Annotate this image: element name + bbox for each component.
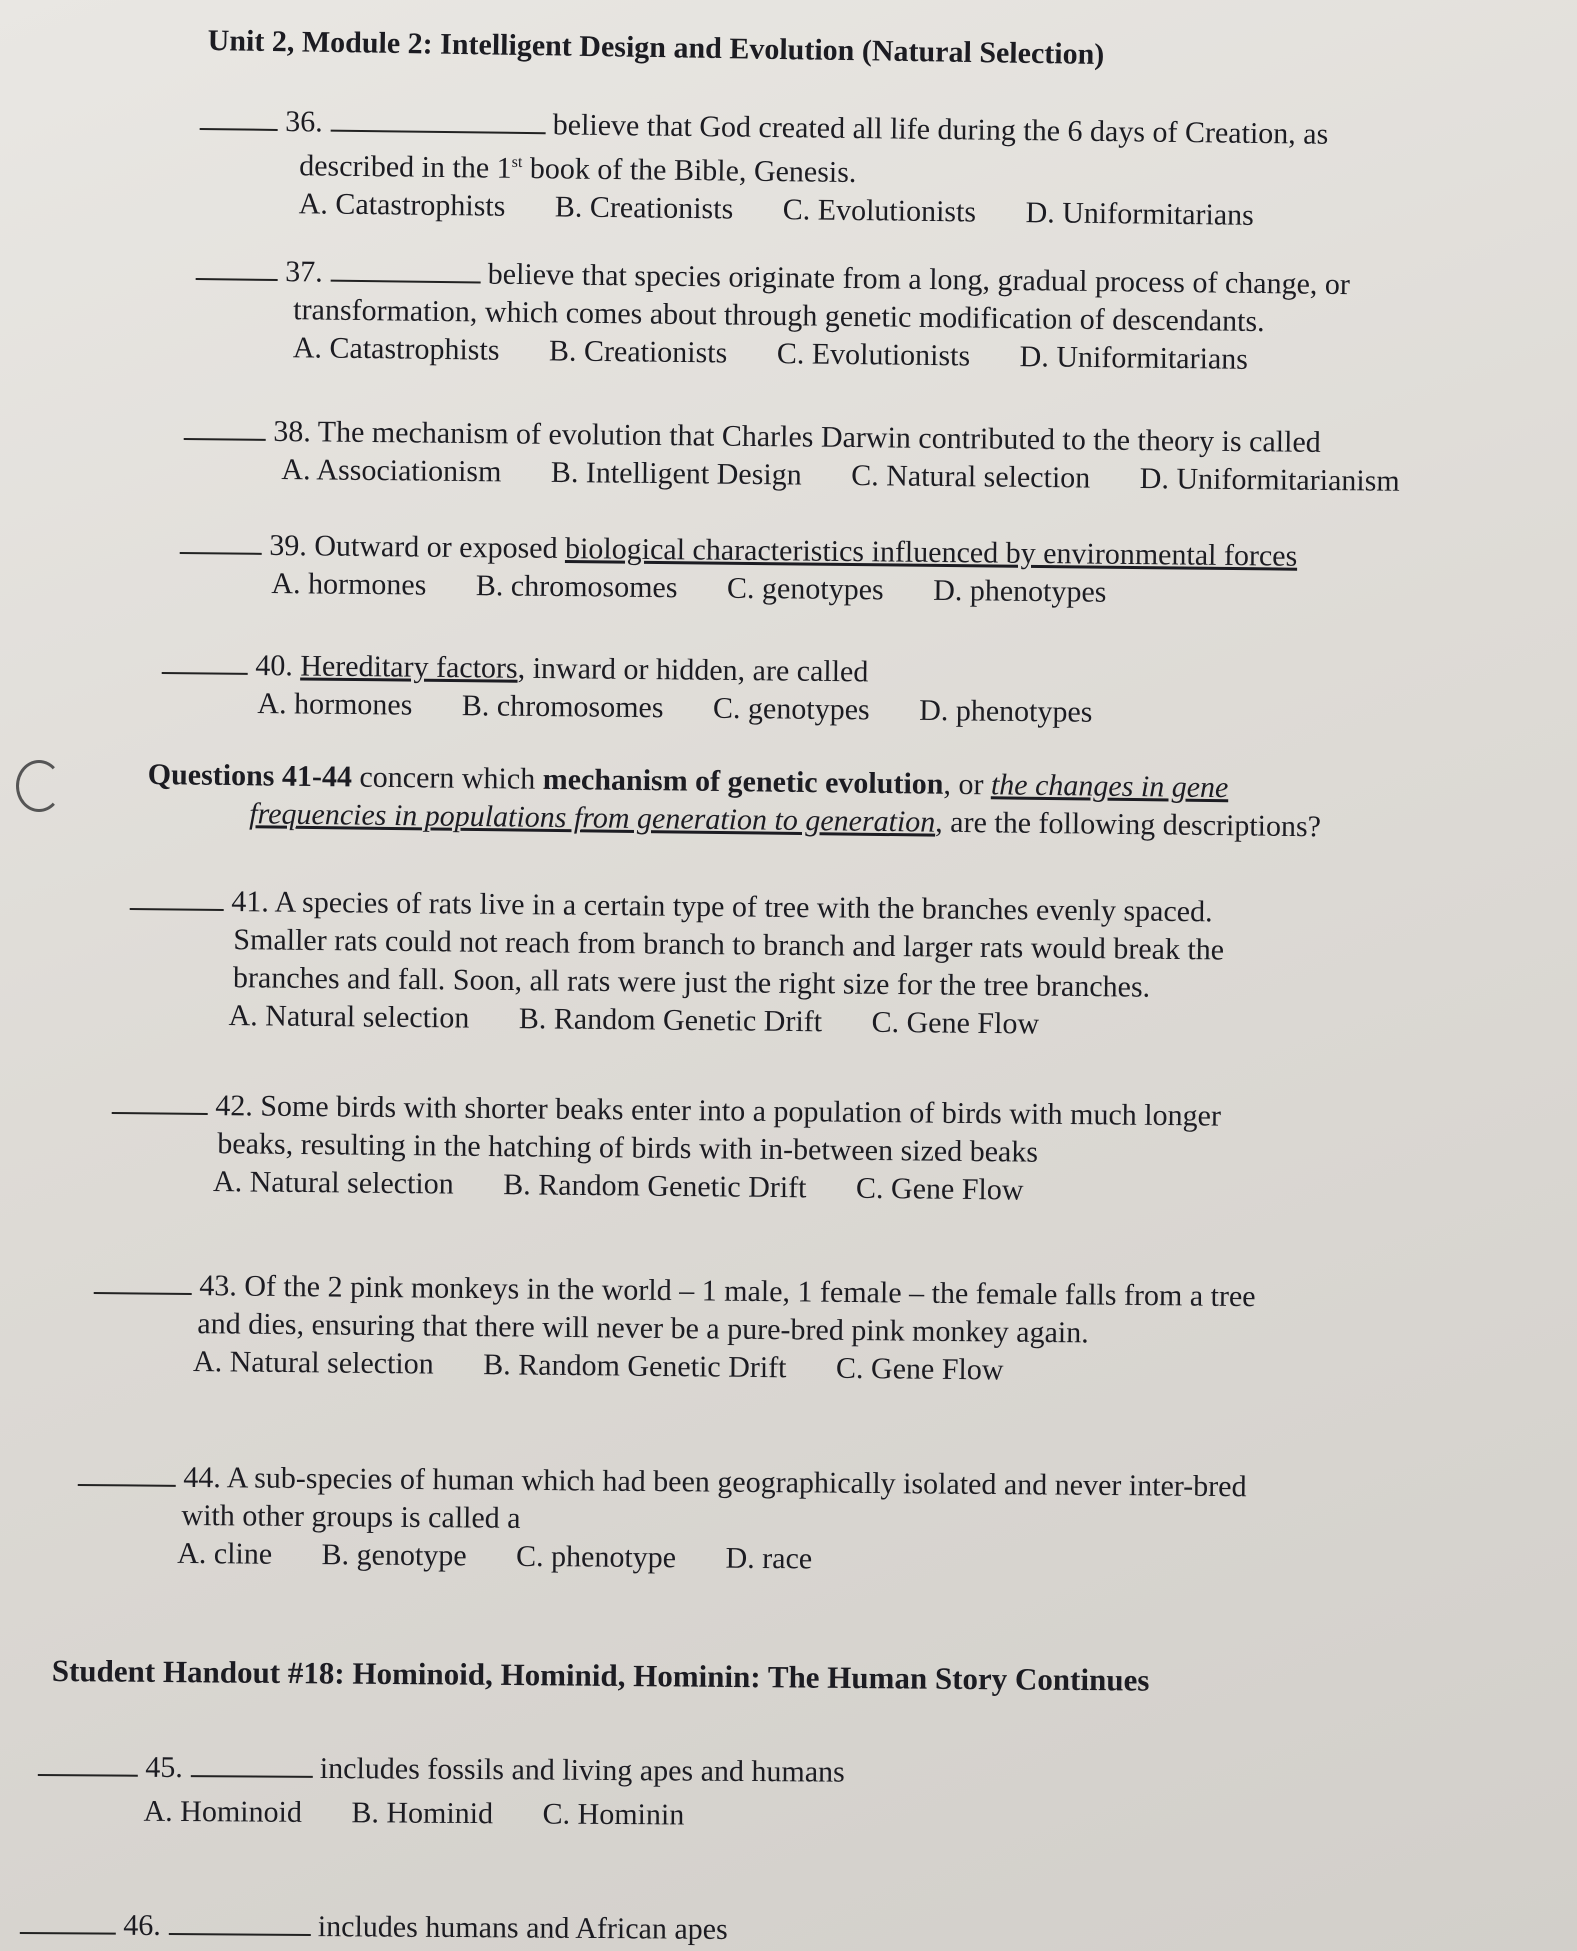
answer-blank-41[interactable] — [130, 907, 224, 911]
intro-text: , are the following descriptions? — [935, 805, 1322, 844]
option-c: C. Hominin — [542, 1797, 685, 1832]
option-c: C. Evolutionists — [782, 193, 977, 229]
question-38 — [183, 412, 1442, 501]
question-text: beaks, resulting in the hatching of birds with in-between sized beaks — [217, 1127, 1039, 1169]
option-c: C. phenotype — [515, 1539, 677, 1575]
fill-blank-46[interactable] — [168, 1932, 310, 1936]
question-text: and dies, ensuring that there will never be a pure-bred pink monkey again. — [197, 1307, 1089, 1350]
question-number: 37. — [285, 255, 323, 289]
question-41 — [128, 882, 1224, 1045]
question-text: with other groups is called a — [181, 1498, 521, 1535]
question-text: believe that God created all life during the 6 days of Creation, as — [552, 108, 1329, 151]
question-text: 44. A sub-species of human which had been geographically isolated and never inter-bred — [183, 1460, 1247, 1504]
option-c: C. Gene Flow — [871, 1005, 1040, 1041]
question-number: 36. — [285, 105, 323, 139]
option-b: B. chromosomes — [461, 689, 664, 725]
section-intro — [147, 756, 1322, 846]
option-a: A. Catastrophists — [292, 331, 500, 367]
fill-blank-45[interactable] — [190, 1774, 312, 1778]
option-c: C. Gene Flow — [855, 1171, 1024, 1207]
option-b: B. Intelligent Design — [550, 455, 802, 492]
answer-blank-44[interactable] — [78, 1483, 176, 1487]
intro-text: , or — [943, 767, 992, 802]
question-text: , inward or hidden, are called — [517, 651, 869, 689]
option-d: D. Uniformitarianism — [1139, 462, 1400, 498]
option-a: A. Hominoid — [143, 1794, 303, 1829]
option-d: D. phenotypes — [918, 693, 1093, 729]
question-37 — [195, 252, 1350, 380]
question-text: 38. The mechanism of evolution that Charles Darwin contributed to the theory is called — [273, 414, 1321, 459]
question-text: branches and fall. Soon, all rats were just the right size for the tree branches. — [232, 961, 1151, 1004]
question-39 — [179, 526, 1297, 614]
option-b: B. Creationists — [548, 334, 728, 370]
option-b: B. chromosomes — [475, 569, 678, 605]
intro-bold: Questions 41-44 — [147, 757, 353, 794]
answer-blank-37[interactable] — [196, 277, 278, 281]
intro-bold: mechanism of genetic evolution — [542, 762, 944, 801]
answer-blank-36[interactable] — [200, 127, 278, 131]
intro-italic: frequencies in populations from generation to generation — [249, 797, 936, 839]
question-number: 46. — [123, 1908, 161, 1942]
question-45 — [37, 1748, 844, 1836]
fill-blank-36[interactable] — [330, 129, 545, 135]
option-d: D. phenotypes — [932, 573, 1107, 609]
question-text: 42. Some birds with shorter beaks enter into a population of birds with much longer — [215, 1089, 1222, 1133]
option-c: C. Natural selection — [851, 458, 1091, 495]
question-text: transformation, which comes about through genetic modification of descendants. — [293, 293, 1265, 339]
page-title: Unit 2, Module 2: Intelligent Design and Evolution (Natural Selection) — [207, 23, 1105, 72]
underlined-text: biological characteristics influenced by environmental forces — [564, 532, 1298, 573]
question-text: book of the Bible, Genesis. — [522, 151, 857, 190]
answer-options — [37, 1786, 844, 1836]
option-b: B. Random Genetic Drift — [518, 1002, 823, 1039]
option-a: A. Natural selection — [228, 999, 470, 1035]
question-46 — [20, 1906, 728, 1949]
hole-punch-mark — [16, 760, 62, 812]
question-text: 39. Outward or exposed — [269, 528, 566, 566]
option-d: D. Uniformitarians — [1019, 340, 1249, 376]
intro-italic: the changes in gene — [990, 768, 1229, 805]
option-a: A. hormones — [257, 687, 413, 722]
option-c: C. genotypes — [712, 691, 870, 727]
option-c: C. Gene Flow — [835, 1351, 1004, 1387]
answer-blank-40[interactable] — [162, 671, 248, 675]
option-b: B. Creationists — [554, 190, 734, 226]
option-b: B. Hominid — [351, 1796, 494, 1831]
handout-title: Student Handout #18: Hominoid, Hominid, Hominin: The Human Story Continues — [51, 1653, 1150, 1698]
option-d: D. race — [725, 1541, 813, 1576]
intro-text: concern which — [351, 760, 543, 796]
question-text: 41. A species of rats live in a certain type of tree with the branches evenly spaced. — [231, 885, 1213, 929]
question-44 — [77, 1458, 1247, 1582]
option-c: C. Evolutionists — [776, 337, 971, 373]
question-text: described in the 1 — [299, 149, 512, 185]
option-c: C. genotypes — [726, 571, 884, 607]
answer-blank-45[interactable] — [38, 1773, 138, 1777]
option-a: A. Natural selection — [192, 1345, 434, 1381]
option-d: D. Uniformitarians — [1025, 196, 1255, 232]
fill-blank-37[interactable] — [330, 279, 480, 284]
question-text: includes fossils and living apes and humans — [319, 1751, 845, 1789]
underlined-text: Hereditary factors — [300, 649, 518, 685]
question-number: 45. — [145, 1750, 183, 1785]
question-text: believe that species originate from a long, gradual process of change, or — [487, 257, 1351, 302]
option-b: B. genotype — [321, 1538, 467, 1573]
option-a: A. Associationism — [281, 453, 502, 489]
answer-blank-39[interactable] — [180, 551, 262, 555]
question-text: 43. Of the 2 pink monkeys in the world – 1 male, 1 female – the female falls from a tree — [199, 1269, 1256, 1314]
option-a: A. cline — [177, 1536, 273, 1571]
question-43 — [93, 1266, 1256, 1392]
question-text: Smaller rats could not reach from branch to branch and larger rats would break the — [233, 923, 1225, 967]
option-a: A. hormones — [271, 566, 427, 602]
question-text: 40. — [255, 648, 301, 683]
option-a: A. Catastrophists — [298, 187, 506, 223]
question-text: includes humans and African apes — [317, 1910, 728, 1946]
question-42 — [111, 1086, 1221, 1212]
option-b: B. Random Genetic Drift — [483, 1348, 787, 1385]
answer-blank-46[interactable] — [20, 1931, 116, 1935]
answer-blank-43[interactable] — [94, 1291, 192, 1295]
superscript: st — [511, 153, 523, 171]
option-a: A. Natural selection — [212, 1165, 454, 1201]
option-b: B. Random Genetic Drift — [503, 1168, 807, 1205]
question-36 — [199, 102, 1329, 236]
question-40 — [161, 646, 1135, 732]
answer-blank-42[interactable] — [112, 1111, 208, 1115]
answer-blank-38[interactable] — [184, 437, 266, 441]
